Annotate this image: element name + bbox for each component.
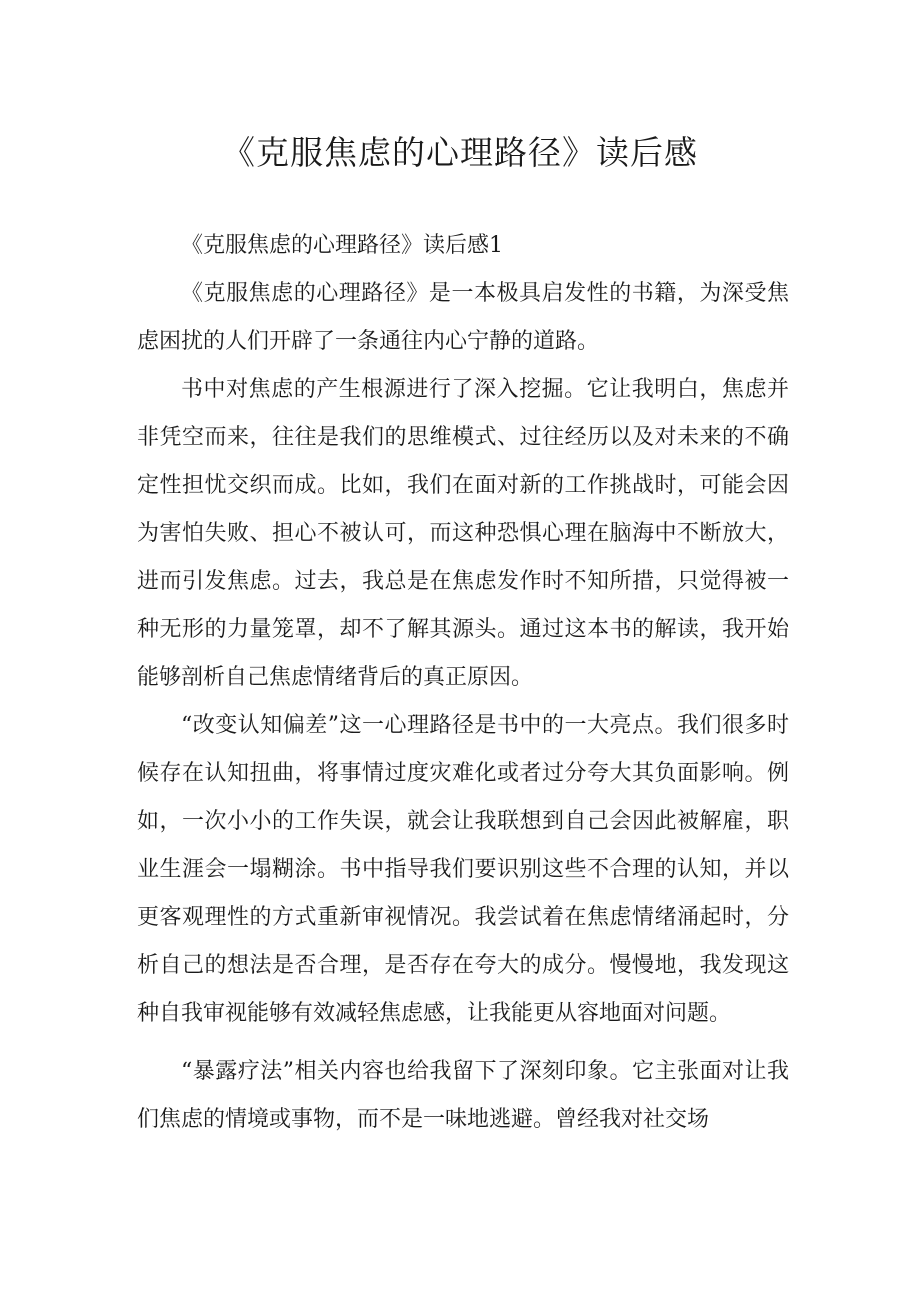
paragraph-intro: 《克服焦虑的心理路径》是一本极具启发性的书籍，为深受焦虑困扰的人们开辟了一条通往内心宁静的道路。 xyxy=(137,281,789,354)
document-body xyxy=(137,222,789,1144)
paragraph-exposure: “暴露疗法”相关内容也给我留下了深刻印象。它主张面对让我们焦虑的情境或事物，而不是一味地逃避。曾经我对社交场 xyxy=(137,1059,789,1132)
section-heading: 《克服焦虑的心理路径》读后感1 xyxy=(181,233,503,258)
document-title: 《克服焦虑的心理路径》读后感 xyxy=(222,133,698,172)
paragraph-roots: 书中对焦虑的产生根源进行了深入挖掘。它让我明白，焦虑并非凭空而来，往往是我们的思维模式、过往经历以及对未来的不确定性担忧交织而成。比如，我们在面对新的工作挑战时，可能会因为害怕失败、担心不被认可，而这种恐惧心理在脑海中不断放大，进而引发焦虑。过去，我总是在焦虑发作时不知所措，只觉得被一种无形的力量笼罩，却不了解其源头。通过这本书的解读，我开始能够剖析自己焦虑情绪背后的真正原因。 xyxy=(137,377,789,690)
paragraph-cognitive: “改变认知偏差”这一心理路径是书中的一大亮点。我们很多时候存在认知扭曲，将事情过度灾难化或者过分夸大其负面影响。例如，一次小小的工作失误，就会让我联想到自己会因此被解雇，职业生涯会一塌糊涂。书中指导我们要识别这些不合理的认知，并以更客观理性的方式重新审视情况。我尝试着在焦虑情绪涌起时，分析自己的想法是否合理，是否存在夸大的成分。慢慢地，我发现这种自我审视能够有效减轻焦虑感，让我能更从容地面对问题。 xyxy=(137,713,789,1026)
